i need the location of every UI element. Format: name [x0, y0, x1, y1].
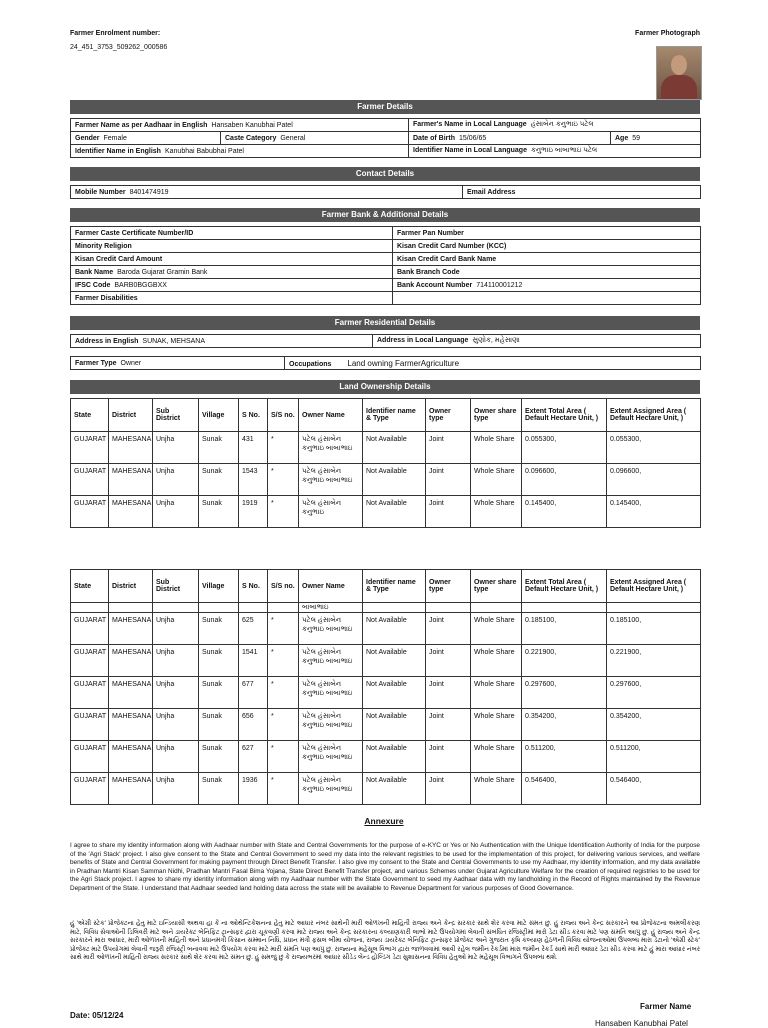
land-cell: Joint	[426, 741, 471, 773]
land-cell: પટેલ હંસાબેન કનુભાઇ બાબાભાઇ	[299, 464, 363, 496]
farmer-type-value: Owner	[120, 359, 142, 367]
annexure-title: Annexure	[364, 816, 404, 826]
land-cell: 0.546400,	[522, 773, 607, 805]
land-cell: *	[268, 741, 299, 773]
account-label: Bank Account Number	[397, 281, 473, 289]
address-value: SUNAK, MEHSANA	[142, 337, 206, 345]
land-cell: 1919	[239, 496, 268, 528]
identifier-local-value: કનુભાઇ બાબાભાઇ પટેલ	[530, 147, 598, 154]
land-cell: 0.145400,	[607, 496, 701, 528]
table-row	[71, 432, 701, 464]
land-header-cell: Owner share type	[471, 399, 522, 432]
land-cell: Unjha	[153, 613, 199, 645]
land-cell: Sunak	[199, 677, 239, 709]
land-cell: Joint	[426, 645, 471, 677]
land-cell: Joint	[426, 613, 471, 645]
farmer-name-label: Farmer Name as per Aadhaar in English	[75, 121, 208, 129]
land-cell: Not Available	[363, 432, 426, 464]
land-cell: Unjha	[153, 709, 199, 741]
land-cell: Joint	[426, 773, 471, 805]
annexure-english: I agree to share my identity information along with Aadhaar number with State and Central Governments for the purpose of e-KYC or Yes or No Authentication with the Unique Identification Authority of India for the purpose of the 'Agri Stack' project. I also give consent to the State and Central Government to seed my data into the relevant registries to be used for the implementation of this project, for delivering various services, and welfare benefits of State and Central Government for making payment through Direct Benefit Transfer. I also give my consent to the State and Central Governments to use my Aadhaar, my identity information, and my data available in Pradhan Mantri Kisan Samman Nidhi, Pradhan Mantri Fasal Bima Yojana, State Direct Benefit Transfer project, and various Schemes under Gujarat Agriculture Welfare for the creation of required registries to be used for the Agri Stack project. I agree to share my identity information along with my Aadhaar number with the State Government to seed my Aadhaar data with my landholding in the Record of Rights maintained by the Revenue Department of the State. I understand that Aadhaar seeded land holding data across the state will be available to Revenue Department for various purposes of Good Governance.	[70, 842, 700, 892]
date-field	[70, 1011, 123, 1020]
caste-label: Caste Category	[225, 134, 277, 142]
land-cell: *	[268, 773, 299, 805]
land-cell: Sunak	[199, 613, 239, 645]
land-cell: MAHESANA	[109, 613, 153, 645]
farmer-name-footer-value: Hansaben Kanubhai Patel	[595, 1019, 688, 1028]
branch-code-label: Bank Branch Code	[397, 268, 460, 276]
land-header-cell: S/S no.	[268, 570, 299, 603]
age-label: Age	[615, 134, 629, 142]
land-cell: GUJARAT	[71, 613, 109, 645]
occupation-value: Land owning FarmerAgriculture	[347, 358, 460, 368]
table-row	[71, 773, 701, 805]
land-cell: Joint	[426, 432, 471, 464]
land-cell: પટેલ હંસાબેન કનુભાઇ બાબાભાઇ	[299, 645, 363, 677]
land-cell: Whole Share	[471, 677, 522, 709]
mobile-label: Mobile Number	[75, 188, 126, 196]
enrolment-number: 24_451_3753_509262_000586	[70, 44, 168, 51]
local-name-label: Farmer's Name in Local Language	[413, 121, 527, 128]
land-cell: પટેલ હંસાબેન કનુભાઇ બાબાભાઇ	[299, 613, 363, 645]
land-cell: પટેલ હંસાબેન કનુભાઇ બાબાભાઇ	[299, 773, 363, 805]
land-header-cell: Extent Total Area ( Default Hectare Unit, )	[522, 399, 607, 432]
land-cell: GUJARAT	[71, 773, 109, 805]
occupation-label: Occupations	[289, 360, 332, 368]
land-header-cell: Owner share type	[471, 570, 522, 603]
pan-label: Farmer Pan Number	[397, 229, 464, 237]
continuation-owner-name: બાબાભાઇ	[299, 603, 363, 613]
kcc-label: Kisan Credit Card Number (KCC)	[397, 242, 507, 250]
land-cell: Not Available	[363, 613, 426, 645]
land-cell: 0.297600,	[607, 677, 701, 709]
residential-table	[70, 334, 701, 348]
land-cell: GUJARAT	[71, 645, 109, 677]
land-header-cell: Owner Name	[299, 570, 363, 603]
table-row	[71, 709, 701, 741]
land-cell: Unjha	[153, 464, 199, 496]
farmer-photo	[656, 46, 702, 100]
contact-table	[70, 185, 701, 199]
land-header-cell: S/S no.	[268, 399, 299, 432]
land-cell: Sunak	[199, 432, 239, 464]
land-table-2	[70, 569, 701, 805]
land-cell: 0.055300,	[607, 432, 701, 464]
land-cell: MAHESANA	[109, 677, 153, 709]
land-cell: MAHESANA	[109, 464, 153, 496]
land-cell: 0.297600,	[522, 677, 607, 709]
annexure-gujarati: હું 'એગ્રી સ્ટેક' પ્રોજેક્ટના હેતુ માટે ઇન્ડિયાસી અથવા હા કે ના ઓથેન્ટિકેશનના હેતુ માટે આધાર નંબર સાથેની મારી ઓળખની માહિતી રાજ્ય અને કેન્દ્ર સરકાર સાથે શેર કરવા માટે સંમત છું. હું રાજ્ય અને કેન્દ્ર સરકારને આ પ્રોજેક્ટના અમલીકરણ માટે, વિવિધ સેવાઓની ડિલિવરી માટે અને ડાયરેક્ટ બેનિફિટ ટ્રાન્સફર દ્વારા ચૂકવણી કરવા માટે રાજ્ય અને કેન્દ્ર સરકારના કલ્યાણકારી લાભો માટે ઉપયોગમાં લેવાતી સંબંધિત રજિસ્ટ્રીમાં મારો ડેટા સીડ કરવા માટે પણ સંમતિ આપું છું. હું રાજ્ય અને કેન્દ્ર સરકારને મારા આધાર, મારી ઓળખની માહિતી અને પ્રધાનમંત્રી કિસાન સમ્માન નિધિ, પ્રધાન મંત્રી ફસલ બીમા યોજના, રાજ્ય ડાયરેક્ટ બેનિફિટ ટ્રાન્સફર પ્રોજેક્ટ અને ગુજરાત કૃષિ કલ્યાણ હેઠળની વિવિધ યોજનાઓમાં ઉપલબ્ધ મારા ડેટાનો 'એગ્રી સ્ટેક' પ્રોજેક્ટ માટે ઉપયોગમાં લેવાતી જરૂરી રજિસ્ટ્રી બનાવવા માટે ઉપયોગ કરવા માટે મારી સંમતિ પણ આપું છું. રાજ્યના મહેસૂલ વિભાગ દ્વારા જાળવવામાં આવી રહેલ જમીન રેકર્ડમાં મારા જમીન રેકર્ડ સાથે મારી આધાર ડેટા સીડ કરવા માટે હું મારા આધાર નંબર સાથે મારી ઓળખની માહિતી રાજ્ય સરકાર સાથે શેર કરવા માટે સંમત છું. હું સમજું છું કે રાજ્યભરમાં આધાર સીડેડ લેન્ડ હોલ્ડિંગ ડેટા સુશાસનના વિવિધ હેતુઓ માટે મહેસૂલ વિભાગને ઉપલબ્ધ થશે.	[70, 920, 700, 962]
age-value: 59	[632, 134, 641, 142]
land-header-cell: State	[71, 399, 109, 432]
land-cell: 0.096600,	[607, 464, 701, 496]
land-cell: Sunak	[199, 645, 239, 677]
land-cell: *	[268, 496, 299, 528]
table-row	[71, 464, 701, 496]
dob-value: 15/06/65	[459, 134, 487, 142]
land-cell: Sunak	[199, 773, 239, 805]
land-cell: 0.511200,	[522, 741, 607, 773]
ifsc-label: IFSC Code	[75, 281, 111, 289]
land-header-cell: S No.	[239, 399, 268, 432]
land-header-cell: Owner type	[426, 570, 471, 603]
section-land-details: Land Ownership Details	[70, 380, 700, 394]
address-label: Address in English	[75, 337, 139, 345]
land-cell: 0.145400,	[522, 496, 607, 528]
land-cell: MAHESANA	[109, 709, 153, 741]
land-cell: MAHESANA	[109, 645, 153, 677]
religion-label: Minority Religion	[75, 242, 132, 250]
land-cell: Whole Share	[471, 741, 522, 773]
identifier-value: Kanubhai Babubhai Patel	[164, 147, 244, 155]
land-cell: 677	[239, 677, 268, 709]
land-cell: Not Available	[363, 464, 426, 496]
land-table-1	[70, 398, 701, 528]
land-cell: 627	[239, 741, 268, 773]
section-contact-details: Contact Details	[70, 167, 700, 181]
land-cell: Not Available	[363, 773, 426, 805]
land-header-cell: District	[109, 570, 153, 603]
land-cell: Not Available	[363, 709, 426, 741]
land-header-cell: Extent Total Area ( Default Hectare Unit, )	[522, 570, 607, 603]
land-cell: 625	[239, 613, 268, 645]
land-cell: Unjha	[153, 496, 199, 528]
mobile-value: 8401474919	[129, 188, 169, 196]
land-cell: 0.185100,	[607, 613, 701, 645]
land-cell: Whole Share	[471, 613, 522, 645]
land-cell: પટેલ હંસાબેન કનુભાઇ	[299, 496, 363, 528]
land-header-cell: Identifier name & Type	[363, 399, 426, 432]
land-cell: GUJARAT	[71, 677, 109, 709]
section-farmer-details: Farmer Details	[70, 100, 700, 114]
identifier-local-label: Identifier Name in Local Language	[413, 147, 527, 154]
land-cell: *	[268, 464, 299, 496]
land-cell: Unjha	[153, 645, 199, 677]
land-cell: *	[268, 709, 299, 741]
land-cell: MAHESANA	[109, 773, 153, 805]
farmer-name-value: Hansaben Kanubhai Patel	[211, 121, 293, 129]
section-bank-details: Farmer Bank & Additional Details	[70, 208, 700, 222]
land-cell: 1543	[239, 464, 268, 496]
land-header-cell: Extent Assigned Area ( Default Hectare Unit, )	[607, 570, 701, 603]
land-cell: GUJARAT	[71, 496, 109, 528]
kcc-amount-label: Kisan Credit Card Amount	[75, 255, 163, 263]
land-header-cell: Owner Name	[299, 399, 363, 432]
section-residential-details: Farmer Residential Details	[70, 316, 700, 330]
land-cell: પટેલ હંસાબેન કનુભાઇ બાબાભાઇ	[299, 432, 363, 464]
land-cell: Whole Share	[471, 773, 522, 805]
table-row	[71, 496, 701, 528]
land-cell: GUJARAT	[71, 464, 109, 496]
land-cell: Unjha	[153, 773, 199, 805]
date-value: 05/12/24	[92, 1011, 124, 1020]
land-header-cell: Sub District	[153, 570, 199, 603]
date-label: Date:	[70, 1011, 91, 1020]
land-cell: 431	[239, 432, 268, 464]
land-cell: 0.221900,	[607, 645, 701, 677]
email-label: Email Address	[467, 188, 516, 196]
land-cell: GUJARAT	[71, 709, 109, 741]
land-cell: 1541	[239, 645, 268, 677]
land-cell: 0.511200,	[607, 741, 701, 773]
land-cell: 0.221900,	[522, 645, 607, 677]
address-local-value: સુણોક, મહેસાણા	[472, 337, 520, 344]
land-cell: Whole Share	[471, 709, 522, 741]
land-cell: *	[268, 677, 299, 709]
land-header-cell: Village	[199, 399, 239, 432]
land-cell: Unjha	[153, 677, 199, 709]
farmer-details-table	[70, 118, 701, 158]
land-cell: Not Available	[363, 496, 426, 528]
address-local-label: Address in Local Language	[377, 337, 469, 344]
land-cell: 0.354200,	[607, 709, 701, 741]
land-cell: 1936	[239, 773, 268, 805]
land-header-cell: Owner type	[426, 399, 471, 432]
land-cell: MAHESANA	[109, 432, 153, 464]
land-cell: Joint	[426, 677, 471, 709]
land-cell: Whole Share	[471, 432, 522, 464]
farmer-type-label: Farmer Type	[75, 359, 117, 367]
land-cell: 0.354200,	[522, 709, 607, 741]
dob-label: Date of Birth	[413, 134, 455, 142]
land-cell: Not Available	[363, 741, 426, 773]
bank-name-value: Baroda Gujarat Gramin Bank	[117, 268, 208, 276]
land-cell: Joint	[426, 709, 471, 741]
caste-cert-label: Farmer Caste Certificate Number/ID	[75, 229, 194, 237]
land-cell: Not Available	[363, 677, 426, 709]
land-cell: Sunak	[199, 496, 239, 528]
land-cell: Sunak	[199, 464, 239, 496]
land-cell: Whole Share	[471, 464, 522, 496]
land-header-cell: District	[109, 399, 153, 432]
bank-table	[70, 226, 701, 305]
land-cell: 656	[239, 709, 268, 741]
ifsc-value: BARB0BGGBXX	[114, 281, 167, 289]
land-cell: Sunak	[199, 741, 239, 773]
land-cell: Unjha	[153, 432, 199, 464]
land-cell: Unjha	[153, 741, 199, 773]
table-row-continuation	[71, 603, 701, 613]
enrolment-label: Farmer Enrolment number:	[70, 30, 161, 37]
land-header-cell: Extent Assigned Area ( Default Hectare Unit, )	[607, 399, 701, 432]
land-cell: *	[268, 613, 299, 645]
land-cell: *	[268, 645, 299, 677]
land-cell: GUJARAT	[71, 741, 109, 773]
identifier-label: Identifier Name in English	[75, 147, 161, 155]
land-cell: MAHESANA	[109, 741, 153, 773]
land-cell: પટેલ હંસાબેન કનુભાઇ બાબાભાઇ	[299, 741, 363, 773]
land-cell: 0.096600,	[522, 464, 607, 496]
land-cell: 0.055300,	[522, 432, 607, 464]
land-header-cell: Identifier name & Type	[363, 570, 426, 603]
land-cell: Whole Share	[471, 496, 522, 528]
gender-value: Female	[103, 134, 127, 142]
land-cell: પટેલ હંસાબેન કનુભાઇ બાબાભાઇ	[299, 709, 363, 741]
land-header-cell: State	[71, 570, 109, 603]
land-cell: 0.185100,	[522, 613, 607, 645]
bank-name-label: Bank Name	[75, 268, 114, 276]
farmer-name-footer-label: Farmer Name	[640, 1002, 692, 1011]
land-cell: GUJARAT	[71, 432, 109, 464]
land-cell: Joint	[426, 464, 471, 496]
occupation-table	[70, 356, 701, 370]
kcc-bank-label: Kisan Credit Card Bank Name	[397, 255, 497, 263]
land-cell: પટેલ હંસાબેન કનુભાઇ બાબાભાઇ	[299, 677, 363, 709]
account-value: 714110001212	[476, 281, 523, 289]
land-cell: MAHESANA	[109, 496, 153, 528]
table-row	[71, 677, 701, 709]
land-cell: Not Available	[363, 645, 426, 677]
land-header-cell: Village	[199, 570, 239, 603]
land-cell: *	[268, 432, 299, 464]
table-row	[71, 613, 701, 645]
caste-value: General	[280, 134, 306, 142]
land-header-cell: Sub District	[153, 399, 199, 432]
land-header-cell: S No.	[239, 570, 268, 603]
land-cell: Whole Share	[471, 645, 522, 677]
land-cell: 0.546400,	[607, 773, 701, 805]
table-row	[71, 741, 701, 773]
local-name-value: હંસાબેન કનુભાઇ પટેલ	[530, 121, 594, 128]
land-cell: Sunak	[199, 709, 239, 741]
disabilities-label: Farmer Disabilities	[75, 294, 138, 302]
land-cell: Joint	[426, 496, 471, 528]
gender-label: Gender	[75, 134, 100, 142]
photo-label: Farmer Photograph	[635, 30, 700, 37]
table-row	[71, 645, 701, 677]
